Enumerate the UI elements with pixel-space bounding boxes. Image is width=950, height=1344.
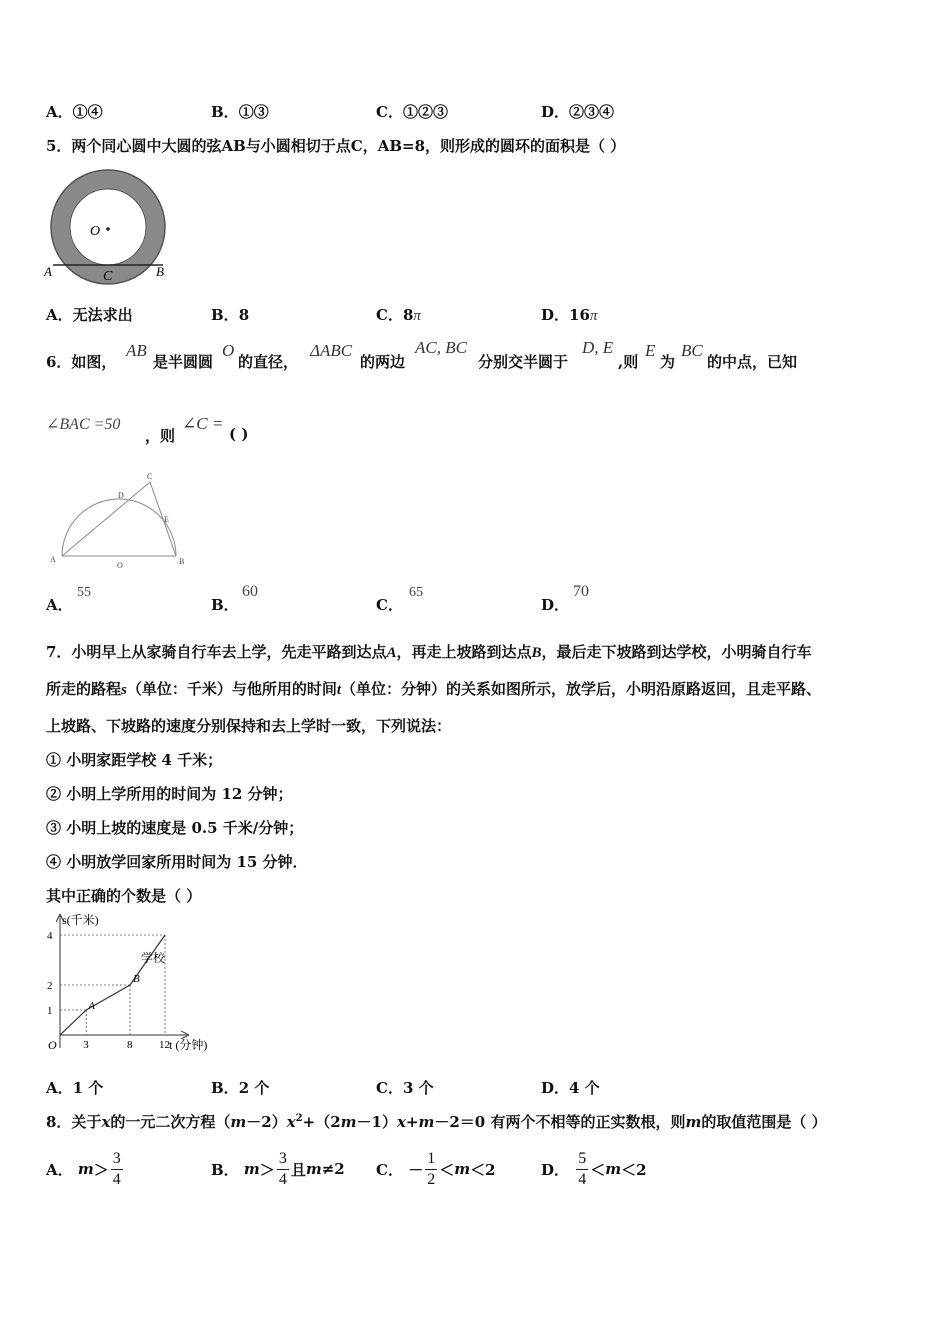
q7-option-c: C．3 个	[376, 1079, 434, 1097]
q6-text-2: 的直径，	[238, 353, 299, 371]
q6-semicircle-figure	[44, 468, 194, 572]
label-o: O	[90, 224, 101, 239]
q4-option-c: C．①②③	[376, 103, 448, 121]
q4-option-b: B．①③	[211, 103, 269, 121]
q5-option-a: A．无法求出	[46, 306, 133, 324]
label-b: B	[179, 557, 185, 566]
q6-text-1: 是半圆圆	[153, 353, 214, 371]
q7-line-2: 所走的路程s（单位：千米）与他所用的时间t（单位：分钟）的关系如图所示，放学后，小明沿原路返回，且走平路、	[46, 680, 822, 698]
q8-stem: 8．关于x的一元二次方程$(m-2)x^2+(2m-1)x+m-2=0$ 有两个不相等的正实数根，则m的取值范围是（ ）	[46, 1113, 827, 1131]
q6-option-c: C．	[376, 596, 403, 614]
q6-option-d: D．	[541, 596, 570, 614]
x-tick-labels	[83, 1039, 170, 1051]
label-e: E	[164, 515, 169, 524]
q7-line-3: 上坡路、下坡路的速度分别保持和去上学时一致，下列说法：	[46, 717, 452, 735]
school-label: 学校	[141, 951, 166, 965]
small-circle	[70, 189, 146, 265]
q6-option-d-value: 70	[573, 583, 589, 600]
q7-statement-1: ① 小明家距学校 4 千米；	[46, 751, 223, 769]
q6-text-7: 的中点，已知	[707, 353, 798, 371]
q6-bc: BC	[681, 341, 703, 360]
y-tick-label: 2	[47, 980, 53, 992]
q6-text-5: ,则	[618, 353, 639, 371]
q7-statement-2: ② 小明上学所用的时间为 12 分钟；	[46, 785, 293, 803]
q7-distance-time-graph	[42, 908, 222, 1060]
side-bc	[150, 482, 176, 556]
q6-ac-bc: AC, BC	[415, 338, 467, 357]
x-tick-label: 8	[127, 1039, 133, 1051]
point-a-label: A	[88, 1000, 95, 1012]
q7-question: 其中正确的个数是（ ）	[46, 887, 202, 905]
x-tick-label: 12	[159, 1039, 170, 1051]
q8-option-a: A． m ＞ $\frac{3}{4}$	[46, 1149, 121, 1188]
q7-option-b: B．2 个	[211, 1079, 270, 1097]
q6-e: E	[645, 341, 656, 360]
q4-option-d: D．②③④	[541, 103, 615, 121]
q6-text-4: 分别交半圆于	[478, 353, 569, 371]
q7-line-1: 7．小明早上从家骑自行车去上学，先走平路到达点A，再走上坡路到达点B，最后走下坡路到达学校，小明骑自行车	[46, 643, 812, 661]
q8-option-c: C． － $\frac{1}{2}$ ＜ m ＜2	[376, 1149, 496, 1188]
q8-option-d: D． $\frac{5}{4}$ ＜ m ＜2	[541, 1149, 647, 1188]
q6-d-e: D, E	[582, 338, 614, 357]
q6-text-8: ，则	[145, 427, 176, 445]
y-axis-label: s(千米)	[62, 913, 99, 927]
q4-option-a: A．①④	[46, 103, 103, 121]
y-tick-labels	[47, 930, 53, 1017]
q6-o: O	[222, 341, 235, 360]
label-o: O	[117, 561, 123, 570]
q6-angle-c: ∠C =	[182, 414, 224, 433]
label-b: B	[156, 264, 164, 279]
q6-option-a-value: 55	[77, 585, 91, 600]
label-c: C	[147, 472, 153, 481]
label-a: A	[50, 555, 56, 564]
q6-option-b-value: 60	[242, 583, 258, 600]
q6-option-c-value: 65	[409, 585, 423, 600]
q6-number: 6．如图，	[46, 353, 117, 371]
q7-option-d: D．4 个	[541, 1079, 600, 1097]
q7-option-a: A．1 个	[46, 1079, 104, 1097]
q5-stem: 5．两个同心圆中大圆的弦AB与小圆相切于点C，AB=8，则形成的圆环的面积是（ ）	[46, 137, 626, 155]
y-tick-label: 4	[47, 930, 53, 942]
label-d: D	[118, 491, 124, 500]
q5-option-c: C．8π	[376, 306, 421, 324]
q5-option-d: D．16π	[541, 306, 598, 324]
q6-angle-bac: ∠BAC =50	[46, 416, 121, 433]
q8-option-b: B． m ＞ $\frac{3}{4}$ 且 m ≠2	[211, 1149, 345, 1188]
x-axis-label: t (分钟)	[169, 1038, 208, 1052]
x-tick-label: 3	[83, 1039, 89, 1051]
point-b-label: B	[133, 973, 140, 985]
q6-option-a: A．	[46, 596, 73, 614]
q5-option-b: B．8	[211, 306, 250, 324]
q6-option-b: B．	[211, 596, 239, 614]
q7-statement-4: ④ 小明放学回家所用时间为 15 分钟．	[46, 853, 308, 871]
q7-statement-3: ③ 小明上坡的速度是 0.5 千米/分钟；	[46, 819, 304, 837]
q6-triangle: ΔABC	[310, 341, 353, 360]
q5-annulus-figure	[42, 168, 174, 286]
q6-text-6: 为	[660, 353, 676, 371]
center-dot	[106, 227, 110, 231]
q6-text-3: 的两边	[360, 353, 406, 371]
origin-label: O	[48, 1038, 57, 1052]
label-a: A	[44, 264, 52, 279]
q6-ab: AB	[126, 341, 147, 360]
q6-paren: ( )	[229, 425, 249, 443]
label-c: C	[103, 269, 113, 284]
y-tick-label: 1	[47, 1005, 53, 1017]
